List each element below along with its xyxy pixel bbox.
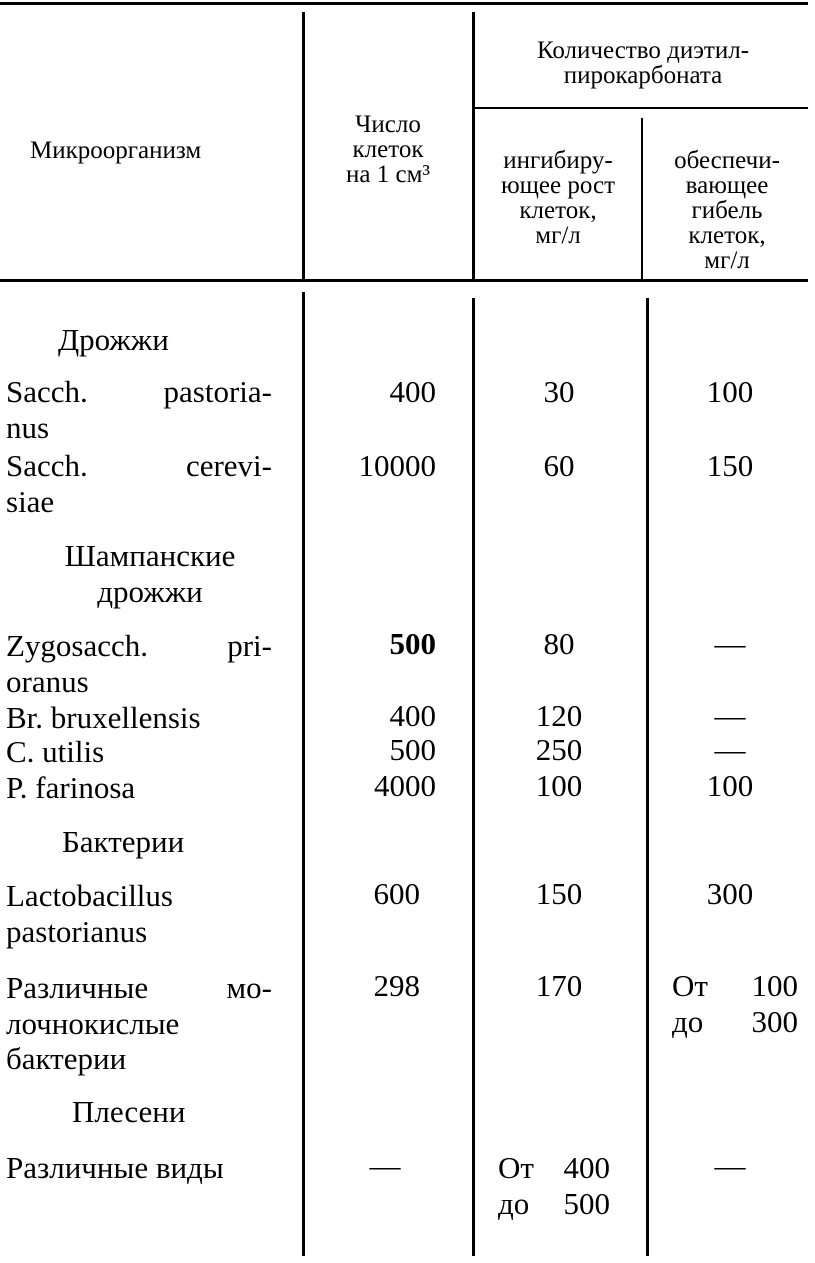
table-cell-kill: 150	[706, 448, 754, 483]
table-cell-inhibit: 30	[543, 374, 575, 409]
table-cell-kill: 100	[706, 768, 754, 803]
table-row-name: Lactobacillus pastorianus	[6, 878, 173, 949]
table-cell-cells: 500	[389, 732, 436, 767]
table-row-name: C. utilis	[6, 734, 105, 769]
column-divider-1	[302, 12, 305, 280]
table-cell-inhibit: 100	[535, 768, 583, 803]
table-cell-kill: —	[714, 698, 746, 733]
table-row-name: Sacch. cerevi- siae	[6, 448, 272, 519]
table-cell-kill: —	[714, 626, 746, 661]
table-row-name: P. farinosa	[6, 770, 136, 805]
table-cell-cells: 600	[373, 876, 420, 911]
table-cell-kill: —	[714, 732, 746, 767]
table-cell-cells: —	[369, 1148, 401, 1183]
table-row-name: Sacch. pastoria- nus	[6, 374, 272, 445]
body-divider-2	[472, 298, 475, 1256]
table-cell-inhibit: 170	[535, 968, 583, 1003]
table-cell-inhibit: 250	[535, 732, 583, 767]
top-rule	[0, 2, 808, 5]
column-divider-2	[472, 12, 475, 280]
table-cell-inhibit: 150	[535, 876, 583, 911]
table-cell-cells: 400	[389, 698, 436, 733]
column-divider-3	[641, 118, 643, 280]
header-group: Количество диэтил- пирокарбоната	[536, 37, 750, 89]
table-cell-inhibit: От 400 до 500	[498, 1150, 610, 1221]
table-cell-kill: От 100 до 300	[672, 968, 798, 1039]
table-cell-cells: 10000	[358, 448, 436, 483]
table-cell-inhibit: 60	[543, 448, 575, 483]
header-bottom-rule	[0, 279, 808, 282]
section-bacteria: Бактерии	[62, 824, 185, 859]
table-cell-kill: 100	[706, 374, 754, 409]
table-cell-inhibit: 120	[535, 698, 583, 733]
table-cell-cells: 298	[373, 968, 420, 1003]
table-row-name: Zygosacch. pri- oranus	[6, 628, 272, 699]
section-molds: Плесени	[72, 1094, 186, 1129]
table-row-name: Различные мо- лочнокислые бактерии	[6, 970, 272, 1077]
table-cell-inhibit: 80	[543, 626, 575, 661]
section-champagne: Шампанские дрожжи	[64, 538, 236, 609]
table-cell-kill: 300	[706, 876, 754, 911]
table-row-name: Br. bruxellensis	[6, 700, 201, 735]
table-cell-cells: 500	[389, 626, 436, 661]
table-row-name: Различные виды	[6, 1150, 224, 1185]
header-kill: обеспечи- вающее гибель клеток, мг/л	[674, 147, 780, 274]
header-group-rule	[474, 107, 808, 109]
section-yeast: Дрожжи	[58, 322, 169, 357]
header-cells: Число клеток на 1 см³	[346, 111, 430, 188]
header-organism: Микроорганизм	[30, 137, 202, 164]
table-cell-cells: 400	[389, 374, 436, 409]
body-divider-1	[302, 292, 305, 1256]
table-cell-cells: 4000	[374, 768, 436, 803]
table-cell-kill: —	[714, 1148, 746, 1183]
header-inhibit: ингибиру- ющее рост клеток, мг/л	[500, 147, 615, 249]
